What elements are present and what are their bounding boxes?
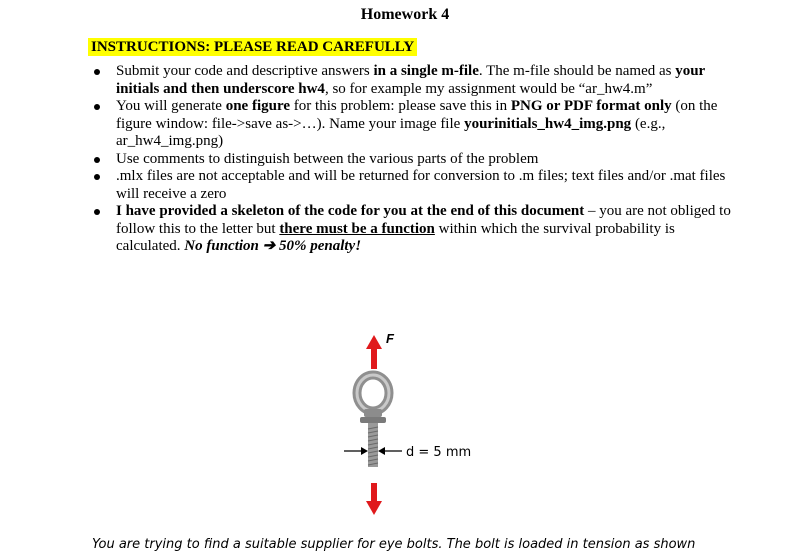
list-item: You will generate one figure for this problem: please save this in PNG or PDF format only (on the figure window: file->save as->…). Name your image file yourinitials_hw4_img.png (e.g., ar_hw4_img.png) bbox=[88, 98, 738, 151]
list-item: .mlx files are not acceptable and will be returned for conversion to .m files; text files and/or .mat files will receive a zero bbox=[88, 168, 738, 203]
list-item: Submit your code and descriptive answers in a single m-file. The m-file should be named as your initials and then underscore hw4, so for example my assignment would be “ar_hw4.m” bbox=[88, 63, 738, 98]
instructions-list bbox=[88, 63, 738, 256]
bullet-icon bbox=[94, 69, 100, 75]
eye-bolt-figure bbox=[330, 325, 530, 525]
force-label: F bbox=[386, 331, 394, 346]
bullet-icon bbox=[94, 209, 100, 215]
figure-caption: You are trying to find a suitable supplier for eye bolts. The bolt is loaded in tension as shown bbox=[92, 537, 696, 552]
diameter-label: d = 5 mm bbox=[406, 445, 472, 460]
page-title: Homework 4 bbox=[360, 6, 450, 23]
force-arrow-down-icon bbox=[366, 483, 382, 515]
instructions-heading: INSTRUCTIONS: PLEASE READ CAREFULLY bbox=[88, 38, 417, 56]
bullet-icon bbox=[94, 174, 100, 180]
list-item: Use comments to distinguish between the various parts of the problem bbox=[88, 151, 738, 169]
bullet-icon bbox=[94, 157, 100, 163]
force-arrow-up-icon bbox=[366, 335, 382, 369]
list-item: I have provided a skeleton of the code for you at the end of this document – you are not obliged to follow this to the letter but there must be a function within which the survival probability is calculated. No function ➔ 50% penalty! bbox=[88, 203, 738, 256]
bullet-icon bbox=[94, 104, 100, 110]
